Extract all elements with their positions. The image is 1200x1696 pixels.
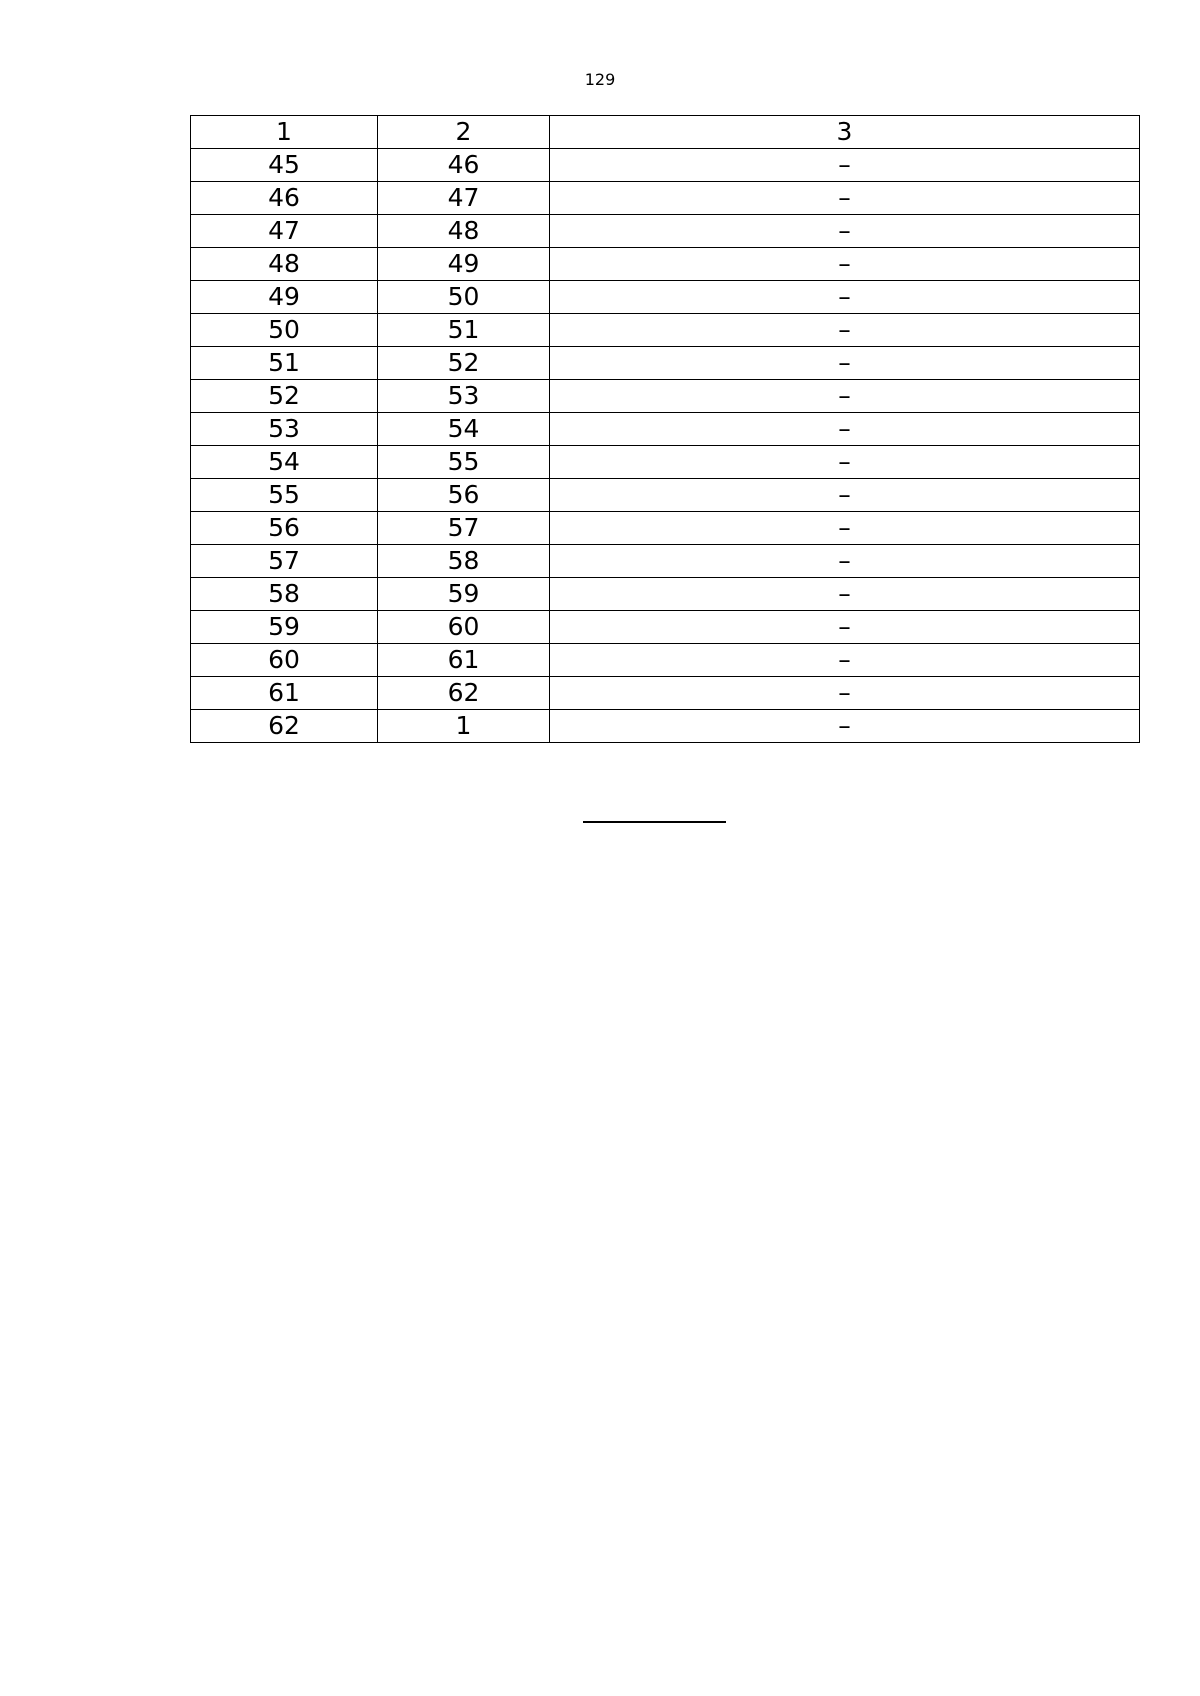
table-cell-col-1: 54 (191, 446, 378, 479)
table-row (191, 248, 1140, 281)
table-cell-col-3: – (550, 512, 1140, 545)
table-body (191, 116, 1140, 743)
table-cell-col-2: 52 (378, 347, 550, 380)
table-cell-col-2: 54 (378, 413, 550, 446)
table-cell-col-1: 48 (191, 248, 378, 281)
table-row (191, 446, 1140, 479)
data-table (190, 115, 1140, 743)
table-cell-col-3: – (550, 677, 1140, 710)
table-row (191, 281, 1140, 314)
table-cell-col-3: – (550, 380, 1140, 413)
table-row (191, 215, 1140, 248)
table-cell-col-3: – (550, 248, 1140, 281)
table-cell-col-1: 55 (191, 479, 378, 512)
table-cell-col-1: 61 (191, 677, 378, 710)
table-cell-col-3: – (550, 215, 1140, 248)
table-cell-col-2: 53 (378, 380, 550, 413)
table-cell-col-2: 55 (378, 446, 550, 479)
table-row (191, 710, 1140, 743)
table-row (191, 512, 1140, 545)
table-cell-col-1: 45 (191, 149, 378, 182)
table-cell-col-1: 60 (191, 644, 378, 677)
table-cell-col-3: – (550, 611, 1140, 644)
table-cell-col-1: 58 (191, 578, 378, 611)
table-cell-col-2: 50 (378, 281, 550, 314)
table-row (191, 182, 1140, 215)
table-cell-col-2: 1 (378, 710, 550, 743)
table-cell-col-1: 52 (191, 380, 378, 413)
table-row (191, 380, 1140, 413)
table-cell-col-3: – (550, 578, 1140, 611)
table-cell-col-3: – (550, 413, 1140, 446)
header-cell-2: 2 (378, 116, 550, 149)
table-cell-col-3: – (550, 644, 1140, 677)
table-cell-col-1: 57 (191, 545, 378, 578)
table-cell-col-1: 53 (191, 413, 378, 446)
table-cell-col-3: – (550, 314, 1140, 347)
table-cell-col-2: 47 (378, 182, 550, 215)
table-cell-col-1: 46 (191, 182, 378, 215)
table-cell-col-1: 51 (191, 347, 378, 380)
table-row (191, 413, 1140, 446)
table-header-row (191, 116, 1140, 149)
table-cell-col-3: – (550, 545, 1140, 578)
table-cell-col-2: 57 (378, 512, 550, 545)
table-row (191, 578, 1140, 611)
table-cell-col-2: 56 (378, 479, 550, 512)
table-cell-col-3: – (550, 281, 1140, 314)
table-cell-col-2: 62 (378, 677, 550, 710)
table-cell-col-3: – (550, 446, 1140, 479)
table-cell-col-3: – (550, 710, 1140, 743)
end-divider (583, 821, 726, 823)
table-cell-col-3: – (550, 479, 1140, 512)
table-cell-col-3: – (550, 149, 1140, 182)
table-cell-col-1: 47 (191, 215, 378, 248)
table-cell-col-2: 59 (378, 578, 550, 611)
table-cell-col-1: 56 (191, 512, 378, 545)
table-row (191, 644, 1140, 677)
table-row (191, 677, 1140, 710)
table-cell-col-1: 59 (191, 611, 378, 644)
table-cell-col-3: – (550, 182, 1140, 215)
table-row (191, 479, 1140, 512)
table-cell-col-3: – (550, 347, 1140, 380)
page-number: 129 (584, 70, 616, 89)
table-cell-col-2: 46 (378, 149, 550, 182)
table-cell-col-2: 48 (378, 215, 550, 248)
table-cell-col-2: 49 (378, 248, 550, 281)
header-cell-1: 1 (191, 116, 378, 149)
table-cell-col-1: 62 (191, 710, 378, 743)
table-row (191, 314, 1140, 347)
table-row (191, 611, 1140, 644)
table-row (191, 545, 1140, 578)
table-row (191, 347, 1140, 380)
header-cell-3: 3 (550, 116, 1140, 149)
table-cell-col-2: 51 (378, 314, 550, 347)
table-cell-col-2: 60 (378, 611, 550, 644)
table-cell-col-2: 58 (378, 545, 550, 578)
table-cell-col-2: 61 (378, 644, 550, 677)
table-cell-col-1: 49 (191, 281, 378, 314)
table-cell-col-1: 50 (191, 314, 378, 347)
table-row (191, 149, 1140, 182)
